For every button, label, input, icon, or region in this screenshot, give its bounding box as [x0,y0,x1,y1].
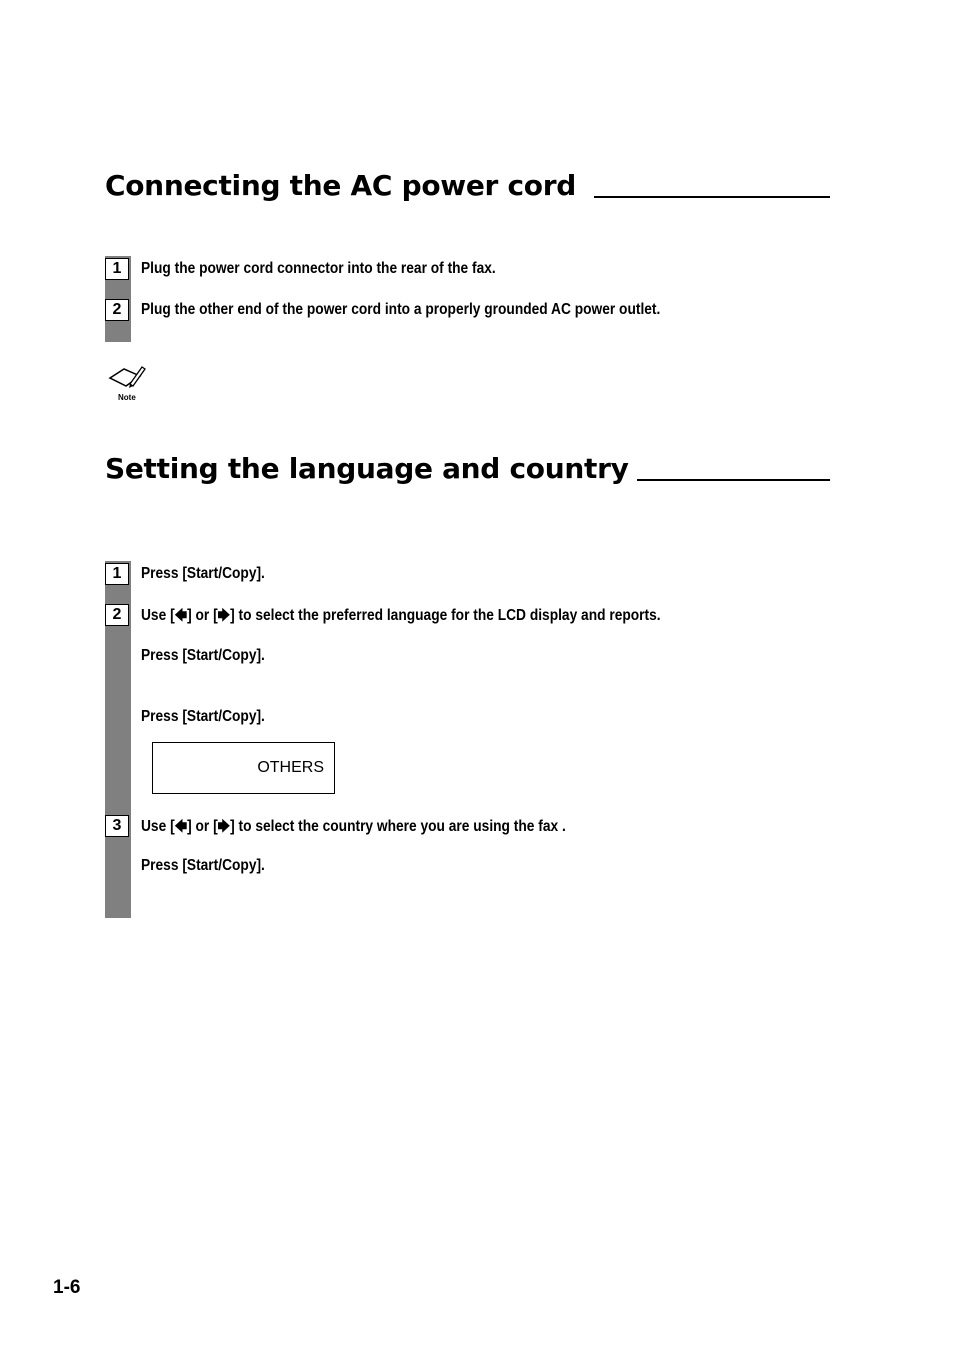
step-text: Plug the power cord connector into the rear of the fax. [141,260,496,277]
step-text: Use [🡄] or [🡆] to select the country where you are using the fax . [141,818,566,835]
left-arrow-icon: 🡄 [174,818,188,834]
step-number: 3 [105,815,129,837]
page-number: 1-6 [53,1277,81,1298]
lcd-display: OTHERS [152,742,335,794]
step-number: 2 [105,299,129,321]
step-text: Press [Start/Copy]. [141,708,265,725]
right-arrow-icon: 🡆 [217,818,231,834]
step-number: 1 [105,258,129,280]
step-number: 1 [105,563,129,585]
section-heading-language: Setting the language and country [105,452,629,485]
step-number: 2 [105,604,129,626]
section-heading-power-cord: Connecting the AC power cord [105,169,576,202]
note-icon [106,364,148,406]
note-label: Note [118,393,136,402]
step-text: Plug the other end of the power cord into a properly grounded AC power outlet. [141,301,661,318]
heading-rule [637,479,830,481]
heading-rule [594,196,830,198]
right-arrow-icon: 🡆 [217,607,231,623]
step-text: Press [Start/Copy]. [141,857,265,874]
step-text: Press [Start/Copy]. [141,565,265,582]
step-text: Press [Start/Copy]. [141,647,265,664]
left-arrow-icon: 🡄 [174,607,188,623]
step-text: Use [🡄] or [🡆] to select the preferred language for the LCD display and reports. [141,607,661,624]
